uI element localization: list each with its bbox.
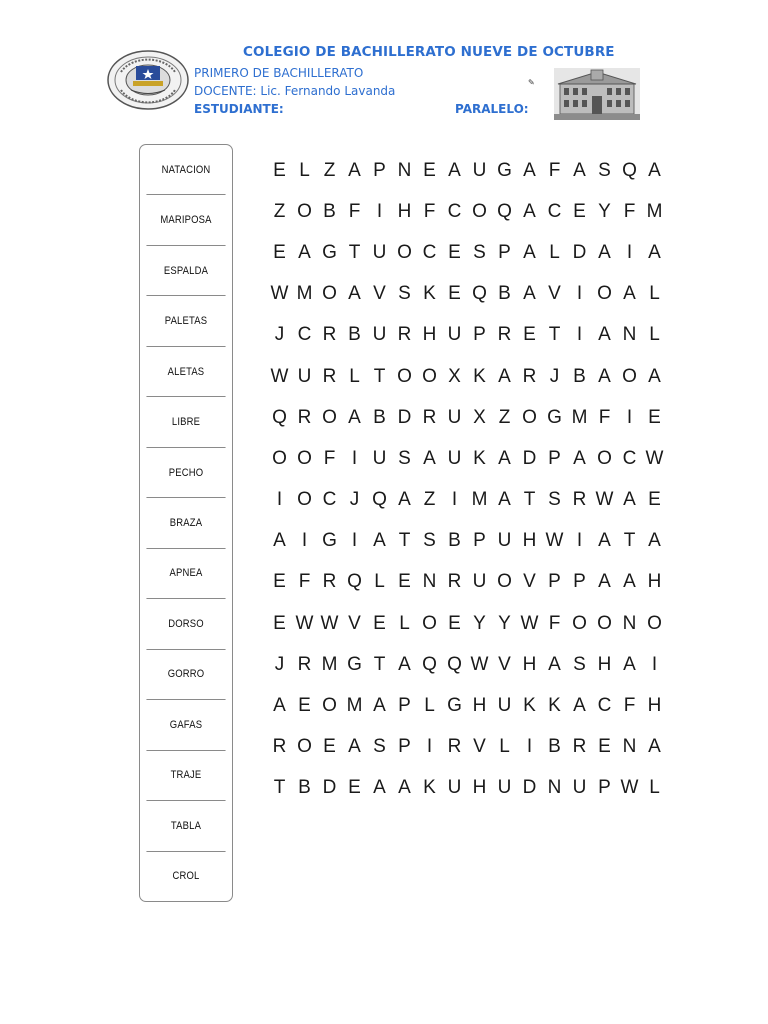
grid-letter: P — [398, 736, 411, 758]
word-list-box — [139, 144, 233, 902]
word-search-grid — [267, 150, 667, 809]
grid-letter: H — [597, 653, 612, 675]
grid-letter: M — [346, 695, 363, 717]
grid-letter: I — [301, 530, 308, 552]
grid-letter: M — [646, 200, 663, 222]
grid-letter: A — [523, 159, 536, 181]
grid-letter: A — [398, 489, 411, 511]
grid-letter: F — [623, 695, 636, 717]
grid-letter: A — [348, 736, 361, 758]
grid-letter: O — [472, 200, 487, 222]
grid-letter: O — [397, 365, 412, 387]
school-title: COLEGIO DE BACHILLERATO NUEVE DE OCTUBRE — [243, 44, 615, 60]
grid-letter: A — [398, 777, 411, 799]
grid-letter: V — [348, 612, 361, 634]
grid-letter: I — [626, 406, 633, 428]
grid-letter: H — [422, 324, 437, 346]
grid-letter: I — [651, 653, 658, 675]
grid-letter: H — [472, 777, 487, 799]
grid-letter: D — [522, 447, 537, 469]
grid-letter: O — [272, 447, 287, 469]
grid-letter: U — [372, 241, 387, 263]
word-list-item: BRAZA — [146, 498, 225, 548]
grid-letter: P — [573, 571, 586, 593]
grid-letter: Y — [498, 612, 511, 634]
grid-letter: K — [423, 283, 436, 305]
grid-letter: A — [598, 365, 611, 387]
grid-letter: U — [572, 777, 587, 799]
grid-letter: R — [447, 736, 462, 758]
grid-letter: E — [323, 736, 336, 758]
grid-letter: U — [472, 571, 487, 593]
grid-letter: P — [398, 695, 411, 717]
grid-letter: L — [549, 241, 560, 263]
grid-letter: L — [649, 283, 660, 305]
grid-letter: U — [447, 777, 462, 799]
grid-letter: R — [322, 365, 337, 387]
grid-letter: W — [595, 489, 614, 511]
grid-letter: W — [470, 653, 489, 675]
grid-letter: P — [598, 777, 611, 799]
grid-letter: I — [376, 200, 383, 222]
grid-letter: Q — [472, 283, 487, 305]
grid-letter: F — [323, 447, 336, 469]
grid-letter: R — [447, 571, 462, 593]
grid-letter: L — [649, 324, 660, 346]
grid-letter: Q — [272, 406, 287, 428]
grid-letter: L — [499, 736, 510, 758]
grid-letter: E — [373, 612, 386, 634]
grid-letter: I — [276, 489, 283, 511]
grid-letter: V — [548, 283, 561, 305]
word-list-item: PECHO — [146, 448, 225, 498]
grid-letter: S — [373, 736, 386, 758]
grid-letter: S — [548, 489, 561, 511]
grid-letter: W — [545, 530, 564, 552]
grid-letter: E — [298, 695, 311, 717]
grid-letter: N — [622, 324, 637, 346]
grid-letter: E — [273, 241, 286, 263]
grid-letter: O — [572, 612, 587, 634]
grid-letter: P — [473, 324, 486, 346]
grid-letter: D — [322, 777, 337, 799]
grid-letter: A — [498, 489, 511, 511]
grid-letter: A — [373, 530, 386, 552]
word-list-item: APNEA — [146, 549, 225, 599]
grid-letter: P — [548, 571, 561, 593]
word-list-item: DORSO — [146, 599, 225, 649]
grid-letter: A — [448, 159, 461, 181]
grid-letter: K — [423, 777, 436, 799]
grid-letter: G — [497, 159, 512, 181]
grid-letter: A — [623, 571, 636, 593]
grid-letter: O — [522, 406, 537, 428]
grid-letter: A — [598, 241, 611, 263]
grid-letter: P — [473, 530, 486, 552]
word-list-item: ESPALDA — [146, 246, 225, 296]
grid-letter: M — [571, 406, 588, 428]
grid-letter: G — [447, 695, 462, 717]
grid-letter: Q — [447, 653, 462, 675]
grid-letter: B — [548, 736, 561, 758]
grid-letter: K — [473, 365, 486, 387]
grid-letter: R — [397, 324, 412, 346]
grid-letter: C — [322, 489, 337, 511]
grid-letter: E — [523, 324, 536, 346]
grid-letter: N — [397, 159, 412, 181]
grid-letter: A — [273, 695, 286, 717]
grid-letter: O — [297, 200, 312, 222]
grid-letter: I — [576, 324, 583, 346]
grid-letter: C — [297, 324, 312, 346]
grid-letter: W — [270, 283, 289, 305]
grid-letter: H — [522, 530, 537, 552]
grid-letter: A — [648, 530, 661, 552]
word-list-item: TABLA — [146, 801, 225, 851]
grid-letter: W — [645, 447, 664, 469]
grid-letter: I — [626, 241, 633, 263]
grid-letter: R — [497, 324, 512, 346]
grid-letter: G — [322, 530, 337, 552]
grid-letter: Y — [473, 612, 486, 634]
grid-letter: W — [270, 365, 289, 387]
grid-letter: I — [526, 736, 533, 758]
grid-letter: N — [422, 571, 437, 593]
grid-letter: V — [373, 283, 386, 305]
grid-letter: P — [373, 159, 386, 181]
grid-letter: T — [523, 489, 536, 511]
grid-letter: I — [426, 736, 433, 758]
grid-letter: O — [297, 489, 312, 511]
grid-letter: Z — [498, 406, 511, 428]
grid-letter: F — [623, 200, 636, 222]
grid-letter: U — [372, 447, 387, 469]
grid-letter: T — [348, 241, 361, 263]
grid-letter: B — [573, 365, 586, 387]
grid-letter: W — [320, 612, 339, 634]
grid-letter: Q — [422, 653, 437, 675]
grid-letter: O — [422, 365, 437, 387]
grid-letter: L — [299, 159, 310, 181]
grid-letter: R — [422, 406, 437, 428]
grid-letter: G — [347, 653, 362, 675]
grid-letter: E — [273, 571, 286, 593]
grid-letter: E — [648, 406, 661, 428]
grid-letter: E — [348, 777, 361, 799]
grid-letter: S — [598, 159, 611, 181]
grid-letter: L — [649, 777, 660, 799]
grid-letter: C — [422, 241, 437, 263]
grid-letter: R — [322, 324, 337, 346]
grid-letter: U — [497, 777, 512, 799]
grid-letter: V — [523, 571, 536, 593]
grid-letter: E — [573, 200, 586, 222]
grid-letter: A — [373, 777, 386, 799]
grid-letter: O — [647, 612, 662, 634]
grid-letter: A — [573, 159, 586, 181]
grid-letter: S — [398, 283, 411, 305]
grid-letter: E — [398, 571, 411, 593]
grid-letter: A — [548, 653, 561, 675]
grid-letter: P — [498, 241, 511, 263]
grid-letter: A — [498, 365, 511, 387]
grid-letter: W — [295, 612, 314, 634]
grid-letter: K — [548, 695, 561, 717]
grid-letter: Q — [347, 571, 362, 593]
grid-letter: O — [322, 406, 337, 428]
grid-letter: A — [598, 324, 611, 346]
grid-letter: X — [473, 406, 486, 428]
grade-line: PRIMERO DE BACHILLERATO — [194, 66, 364, 80]
small-mark-icon: ✎ — [528, 78, 535, 87]
grid-letter: Q — [622, 159, 637, 181]
grid-letter: O — [422, 612, 437, 634]
grid-letter: U — [472, 159, 487, 181]
grid-letter: H — [522, 653, 537, 675]
grid-letter: D — [397, 406, 412, 428]
grid-letter: I — [351, 447, 358, 469]
grid-letter: A — [273, 530, 286, 552]
grid-letter: X — [448, 365, 461, 387]
grid-letter: O — [597, 283, 612, 305]
grid-letter: O — [322, 695, 337, 717]
grid-letter: S — [423, 530, 436, 552]
grid-letter: Z — [273, 200, 286, 222]
grid-letter: L — [399, 612, 410, 634]
grid-letter: O — [497, 571, 512, 593]
word-list-item: GORRO — [146, 650, 225, 700]
grid-letter: A — [623, 283, 636, 305]
grid-letter: U — [372, 324, 387, 346]
grid-letter: R — [322, 571, 337, 593]
grid-letter: B — [498, 283, 511, 305]
grid-letter: I — [576, 530, 583, 552]
grid-letter: J — [349, 489, 360, 511]
grid-letter: A — [623, 489, 636, 511]
word-list-item: PALETAS — [146, 296, 225, 346]
grid-letter: E — [448, 241, 461, 263]
grid-letter: B — [448, 530, 461, 552]
grid-letter: L — [349, 365, 360, 387]
grid-letter: E — [448, 612, 461, 634]
grid-letter: F — [548, 612, 561, 634]
grid-letter: M — [321, 653, 338, 675]
grid-letter: R — [297, 653, 312, 675]
grid-letter: L — [374, 571, 385, 593]
grid-letter: A — [523, 200, 536, 222]
grid-letter: A — [348, 406, 361, 428]
grid-letter: G — [322, 241, 337, 263]
grid-letter: A — [623, 653, 636, 675]
grid-letter: T — [273, 777, 286, 799]
grid-letter: E — [273, 159, 286, 181]
grid-letter: E — [448, 283, 461, 305]
word-list-item: TRAJE — [146, 751, 225, 801]
grid-letter: B — [373, 406, 386, 428]
grid-letter: F — [548, 159, 561, 181]
grid-letter: A — [648, 241, 661, 263]
grid-letter: A — [523, 283, 536, 305]
grid-letter: R — [272, 736, 287, 758]
grid-letter: A — [498, 447, 511, 469]
school-logo-seal — [107, 50, 189, 110]
grid-letter: A — [348, 159, 361, 181]
grid-letter: C — [547, 200, 562, 222]
grid-letter: K — [523, 695, 536, 717]
grid-letter: N — [622, 612, 637, 634]
grid-letter: A — [398, 653, 411, 675]
grid-letter: H — [472, 695, 487, 717]
grid-letter: N — [547, 777, 562, 799]
grid-letter: R — [297, 406, 312, 428]
grid-letter: A — [298, 241, 311, 263]
grid-letter: A — [648, 736, 661, 758]
grid-letter: U — [447, 406, 462, 428]
word-list-item: CROL — [172, 870, 200, 883]
grid-letter: C — [597, 695, 612, 717]
grid-letter: S — [573, 653, 586, 675]
grid-letter: A — [598, 571, 611, 593]
word-list-item: MARIPOSA — [146, 195, 225, 245]
grid-letter: F — [423, 200, 436, 222]
grid-letter: H — [397, 200, 412, 222]
grid-letter: A — [598, 530, 611, 552]
grid-letter: T — [373, 365, 386, 387]
grid-letter: N — [622, 736, 637, 758]
grid-letter: L — [424, 695, 435, 717]
grid-letter: P — [548, 447, 561, 469]
grid-letter: W — [520, 612, 539, 634]
grid-letter: J — [274, 653, 285, 675]
school-building-image — [554, 68, 640, 120]
grid-letter: S — [473, 241, 486, 263]
grid-letter: B — [348, 324, 361, 346]
student-label: ESTUDIANTE: — [194, 102, 284, 116]
grid-letter: Q — [497, 200, 512, 222]
grid-letter: W — [620, 777, 639, 799]
grid-letter: A — [348, 283, 361, 305]
teacher-line: DOCENTE: Lic. Fernando Lavanda — [194, 84, 396, 98]
grid-letter: G — [547, 406, 562, 428]
grid-letter: A — [373, 695, 386, 717]
grid-letter: U — [447, 324, 462, 346]
grid-letter: B — [323, 200, 336, 222]
grid-letter: A — [648, 159, 661, 181]
grid-letter: A — [648, 365, 661, 387]
grid-letter: O — [622, 365, 637, 387]
grid-letter: E — [273, 612, 286, 634]
grid-letter: J — [274, 324, 285, 346]
grid-letter: R — [572, 736, 587, 758]
grid-letter: D — [522, 777, 537, 799]
word-list-item: NATACION — [146, 145, 225, 195]
grid-letter: J — [549, 365, 560, 387]
grid-letter: F — [298, 571, 311, 593]
grid-letter: A — [573, 447, 586, 469]
grid-letter: I — [576, 283, 583, 305]
word-list-item: ALETAS — [146, 347, 225, 397]
grid-letter: E — [648, 489, 661, 511]
grid-letter: D — [572, 241, 587, 263]
grid-letter: Q — [372, 489, 387, 511]
grid-letter: U — [297, 365, 312, 387]
grid-letter: E — [598, 736, 611, 758]
grid-letter: M — [296, 283, 313, 305]
grid-letter: M — [471, 489, 488, 511]
grid-letter: C — [447, 200, 462, 222]
grid-letter: E — [423, 159, 436, 181]
grid-letter: K — [473, 447, 486, 469]
grid-letter: R — [522, 365, 537, 387]
paralelo-label: PARALELO: — [455, 102, 529, 116]
grid-letter: V — [473, 736, 486, 758]
grid-letter: I — [451, 489, 458, 511]
grid-letter: Y — [598, 200, 611, 222]
grid-letter: T — [623, 530, 636, 552]
grid-letter: H — [647, 571, 662, 593]
grid-letter: O — [322, 283, 337, 305]
grid-letter: O — [297, 447, 312, 469]
grid-letter: U — [497, 530, 512, 552]
grid-letter: C — [622, 447, 637, 469]
grid-letter: Z — [323, 159, 336, 181]
grid-letter: U — [447, 447, 462, 469]
word-list-item: GAFAS — [146, 700, 225, 750]
grid-letter: S — [398, 447, 411, 469]
grid-letter: A — [523, 241, 536, 263]
grid-letter: U — [497, 695, 512, 717]
grid-letter: A — [423, 447, 436, 469]
grid-letter: T — [548, 324, 561, 346]
grid-letter: V — [498, 653, 511, 675]
grid-letter: B — [298, 777, 311, 799]
grid-letter: O — [597, 447, 612, 469]
grid-letter: T — [398, 530, 411, 552]
grid-letter: F — [348, 200, 361, 222]
grid-letter: A — [573, 695, 586, 717]
grid-letter: T — [373, 653, 386, 675]
grid-letter: Z — [423, 489, 436, 511]
grid-letter: F — [598, 406, 611, 428]
grid-letter: O — [397, 241, 412, 263]
grid-letter: I — [351, 530, 358, 552]
word-list-item: LIBRE — [146, 397, 225, 447]
grid-letter: R — [572, 489, 587, 511]
grid-letter: O — [297, 736, 312, 758]
grid-letter: O — [597, 612, 612, 634]
grid-letter: H — [647, 695, 662, 717]
